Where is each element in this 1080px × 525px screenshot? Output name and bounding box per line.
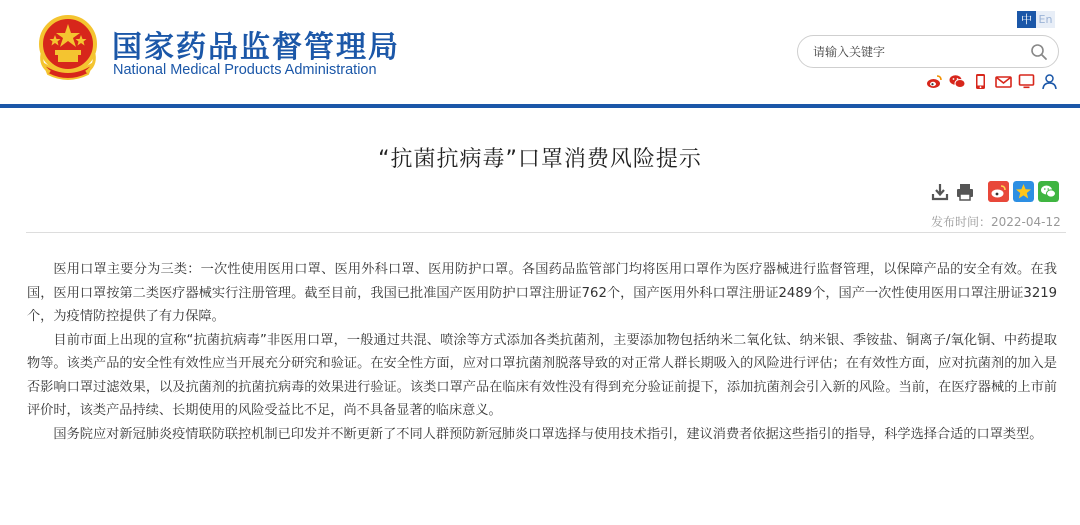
wechat-icon[interactable] [949,73,966,90]
user-icon[interactable] [1041,73,1058,90]
lang-cn-button[interactable]: 中 [1017,11,1036,28]
wechat-share-icon[interactable] [1038,181,1059,202]
publish-date-value: 2022-04-12 [991,215,1061,229]
mobile-icon[interactable] [972,73,989,90]
search-input[interactable] [813,42,1013,62]
search-icon[interactable] [1030,43,1048,61]
download-icon[interactable] [930,182,950,202]
search-box [797,35,1059,68]
article-divider [26,232,1066,233]
language-switch [1017,11,1055,28]
article-title: “抗菌抗病毒”口罩消费风险提示 [378,147,702,172]
publish-label: 发布时间： [931,215,992,229]
article-paragraph: 国务院应对新冠肺炎疫情联防联控机制已印发并不断更新了不同人群预防新冠肺炎口罩选择与使用技术指引，建议消费者依据这些指引的指导，科学选择合适的口罩类型。 [53,426,1043,442]
lang-en-button[interactable]: En [1036,11,1055,28]
weibo-share-icon[interactable] [988,181,1009,202]
qzone-share-icon[interactable] [1013,181,1034,202]
site-title-en[interactable]: National Medical Products Administration [113,62,377,78]
article-paragraph: 医用口罩主要分为三类：一次性使用医用口罩、医用外科口罩、医用防护口罩。各国药品监管部门均将医用口罩作为医疗器械进行监督管理，以保障产品的安全有效。在我国，医用口罩按第二类医疗器械实行注册管理。截至目前，我国已批准国产医用防护口罩注册证762个，国产医用外科口罩注册证2489个，国产一次性使用医用口罩注册证3219个，为疫情防控提供了有力保障。 [27,262,1057,324]
header-divider-bar [0,104,1080,108]
article-body [27,258,1057,446]
national-emblem-icon [38,14,98,82]
site-header [0,0,1080,104]
email-icon[interactable] [995,73,1012,90]
print-icon[interactable] [955,182,975,202]
header-toolbar [926,73,1058,90]
screen-icon[interactable] [1018,73,1035,90]
article-paragraph: 目前市面上出现的宣称“抗菌抗病毒”非医用口罩，一般通过共混、喷涂等方式添加各类抗菌剂，主要添加物包括纳米二氧化钛、纳米银、季铵盐、铜离子/氧化铜、中药提取物等。该类产品的安全性有效性应当开展充分研究和验证。在安全性方面，应对口罩抗菌剂脱落导致的对正常人群长期吸入的风险进行评估；在有效性方面，应对抗菌剂的加入是否影响口罩过滤效果，以及抗菌剂的抗菌抗病毒的效果进行验证。该类口罩产品在临床有效性没有得到充分验证前提下，添加抗菌剂会引入新的风险。当前，在医疗器械的上市前评价时，该类产品持续、长期使用的风险受益比不足，尚不具备显著的临床意义。 [27,332,1057,418]
publish-date [931,213,1061,230]
weibo-icon[interactable] [926,73,943,90]
site-title-cn[interactable]: 国家药品监督管理局 [112,30,400,65]
